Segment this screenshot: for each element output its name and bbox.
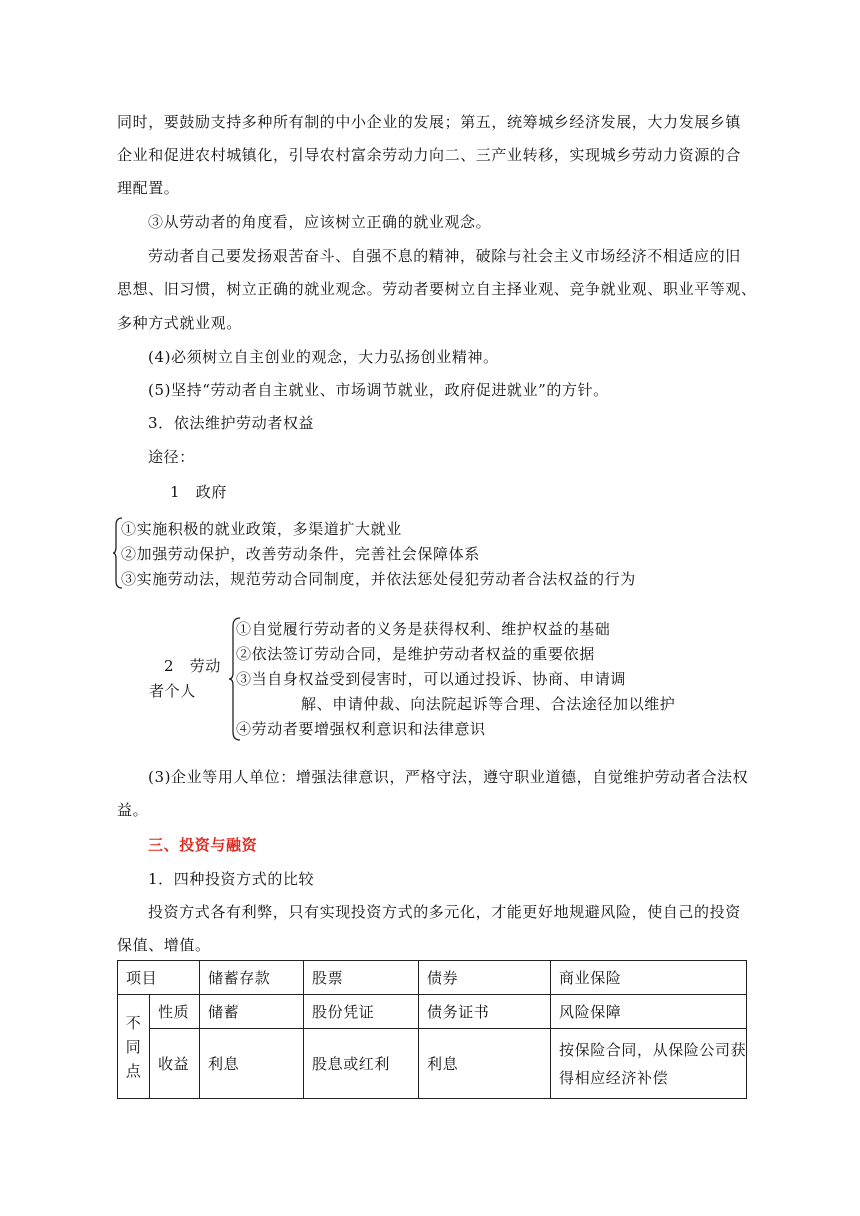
comparison-table — [117, 960, 747, 1099]
table-cell: 储蓄 — [200, 995, 304, 1029]
group-label-char: 点 — [125, 1061, 142, 1080]
section-heading-3: 3．依法维护劳动者权益 — [148, 414, 315, 432]
group-label-char: 同 — [125, 1037, 142, 1056]
table-header-row — [118, 961, 747, 995]
worker-label-line1: 2 劳动 — [164, 657, 221, 675]
point-5: (5)坚持“劳动者自主就业、市场调节就业，政府促进就业”的方针。 — [148, 381, 609, 399]
paragraph-line: 保值、增值。 — [117, 936, 211, 954]
table-row-label: 性质 — [150, 995, 200, 1029]
enterprise-line: 益。 — [117, 801, 149, 819]
table-row — [118, 1029, 747, 1099]
worker-item-2: ②依法签订劳动合同，是维护劳动者权益的重要依据 — [236, 645, 595, 663]
table-header-cell: 储蓄存款 — [200, 961, 304, 995]
paragraph-line: 劳动者自己要发扬艰苦奋斗、自强不息的精神，破除与社会主义市场经济不相适应的旧 — [148, 247, 741, 265]
paths-label: 途径： — [148, 448, 195, 466]
worker-item-1: ①自觉履行劳动者的义务是获得权利、维护权益的基础 — [236, 620, 611, 638]
worker-item-3: ③当自身权益受到侵害时，可以通过投诉、协商、申请调 — [236, 670, 627, 688]
group-label-char: 不 — [125, 1013, 142, 1032]
table-header-cell: 债券 — [419, 961, 551, 995]
government-item-1: ①实施积极的就业政策，多渠道扩大就业 — [121, 520, 402, 538]
table-group-label — [118, 995, 150, 1099]
table-cell: 债务证书 — [419, 995, 551, 1029]
government-label: 1 政府 — [170, 483, 227, 501]
table-header-cell: 商业保险 — [551, 961, 747, 995]
paragraph-line: 思想、旧习惯，树立正确的就业观念。劳动者要树立自主择业观、竞争就业观、职业平等观、 — [117, 280, 757, 298]
table-cell-line: 得相应经济补偿 — [559, 1068, 669, 1087]
table-cell: 股息或红利 — [304, 1029, 419, 1099]
point-4: (4)必须树立自主创业的观念，大力弘扬创业精神。 — [148, 348, 499, 366]
worker-label-line2: 者个人 — [149, 682, 196, 700]
worker-item-4: ④劳动者要增强权利意识和法律意识 — [236, 720, 486, 738]
subpoint-worker-view: ③从劳动者的角度看，应该树立正确的就业观念。 — [148, 213, 492, 231]
paragraph-line: 多种方式就业观。 — [117, 314, 242, 332]
paragraph-line: 企业和促进农村城镇化，引导农村富余劳动力向二、三产业转移，实现城乡劳动力资源的合 — [117, 146, 742, 164]
paragraph-line: 同时，要鼓励支持多种所有制的中小企业的发展；第五，统筹城乡经济发展，大力发展乡镇 — [117, 113, 742, 131]
table-cell: 利息 — [200, 1029, 304, 1099]
table-cell: 风险保障 — [551, 995, 747, 1029]
table-cell — [551, 1029, 747, 1099]
table-row-label: 收益 — [150, 1029, 200, 1099]
enterprise-line: (3)企业等用人单位：增强法律意识，严格守法，遵守职业道德，自觉维护劳动者合法权 — [148, 768, 749, 786]
table-cell: 股份凭证 — [304, 995, 419, 1029]
government-item-2: ②加强劳动保护，改善劳动条件，完善社会保障体系 — [121, 545, 480, 563]
table-cell-line: 按保险合同，从保险公司获 — [559, 1040, 747, 1059]
table-cell: 利息 — [419, 1029, 551, 1099]
table-row — [118, 995, 747, 1029]
table-header-cell: 项目 — [118, 961, 200, 995]
table-header-cell: 股票 — [304, 961, 419, 995]
paragraph-line: 投资方式各有利弊，只有实现投资方式的多元化，才能更好地规避风险，使自己的投资 — [148, 903, 741, 921]
worker-item-3-cont: 解、申请仲裁、向法院起诉等合理、合法途径加以维护 — [301, 695, 676, 713]
subsection-title: 1．四种投资方式的比较 — [148, 870, 315, 888]
paragraph-line: 理配置。 — [117, 179, 180, 197]
section-title: 三、投资与融资 — [148, 836, 258, 854]
government-item-3: ③实施劳动法，规范劳动合同制度，并依法惩处侵犯劳动者合法权益的行为 — [121, 570, 636, 588]
